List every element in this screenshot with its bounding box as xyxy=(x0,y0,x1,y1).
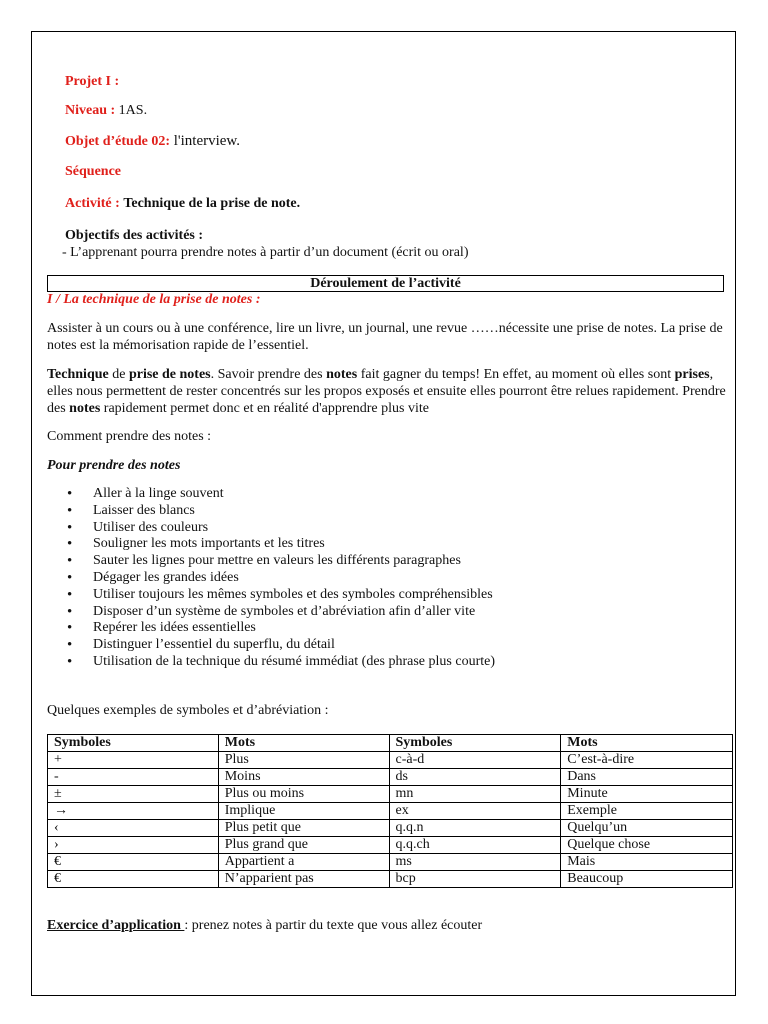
activite-value: Technique de la prise de note. xyxy=(123,196,301,211)
activite-line xyxy=(65,196,300,212)
comment-line: Comment prendre des notes : xyxy=(47,429,212,444)
table-cell: ms xyxy=(389,854,561,871)
list-item: • Utiliser toujours les mêmes symboles et des symboles compréhensibles xyxy=(93,587,495,604)
examples-intro: Quelques exemples de symboles et d’abréviation : xyxy=(47,703,329,718)
table-cell: Implique xyxy=(218,803,389,820)
term-notes: notes xyxy=(326,367,358,382)
paragraph-intro: Assister à un cours ou à une conférence, lire un livre, un journal, une revue ……nécessite une prise de notes. La prise de notes est la mémorisation rapide de l’essentiel. xyxy=(47,321,723,353)
para2-text-2: . Savoir prendre des xyxy=(210,367,327,382)
activite-label: Activité : xyxy=(65,196,120,211)
table-row xyxy=(48,803,733,820)
table-cell: Mais xyxy=(561,854,733,871)
table-cell: → xyxy=(48,803,219,820)
table-row xyxy=(48,820,733,837)
table-cell: mn xyxy=(389,786,561,803)
table-cell: + xyxy=(48,752,219,769)
para2-text-3: fait gagner du temps! En effet, au moment où elles sont xyxy=(357,367,675,382)
table-cell: Plus petit que xyxy=(218,820,389,837)
header-symboles-2: Symboles xyxy=(389,735,561,752)
term-prises: prises xyxy=(674,367,710,382)
pour-prendre-heading: Pour prendre des notes xyxy=(47,458,181,473)
projet-label: Projet I : xyxy=(65,74,120,89)
term-technique: Technique xyxy=(47,367,109,382)
objet-label: Objet d’étude 02: xyxy=(65,134,170,149)
header-mots-1: Mots xyxy=(218,735,389,752)
niveau-value: 1AS. xyxy=(118,103,148,118)
table-row xyxy=(48,871,733,888)
table-cell: ds xyxy=(389,769,561,786)
niveau-label: Niveau : xyxy=(65,103,116,118)
objet-line xyxy=(65,133,240,150)
table-cell: Dans xyxy=(561,769,733,786)
objet-value: l'interview. xyxy=(173,133,241,149)
table-cell: q.q.n xyxy=(389,820,561,837)
exercice-line xyxy=(47,918,482,934)
projet-line xyxy=(65,74,119,90)
table-cell: Plus ou moins xyxy=(218,786,389,803)
para2-text-5: rapidement permet donc et en réalité d'apprendre plus vite xyxy=(100,401,429,416)
list-item: • Souligner les mots importants et les titres xyxy=(93,536,495,553)
list-item: • Distinguer l’essentiel du superflu, du détail xyxy=(93,637,495,654)
sequence-label: Séquence xyxy=(65,164,121,179)
para2-text-1: de xyxy=(108,367,129,382)
table-cell: Appartient a xyxy=(218,854,389,871)
table-row xyxy=(48,769,733,786)
table-row xyxy=(48,854,733,871)
table-cell: ex xyxy=(389,803,561,820)
table-cell: c-à-d xyxy=(389,752,561,769)
table-cell: Exemple xyxy=(561,803,733,820)
symbols-table xyxy=(47,734,733,888)
table-cell: € xyxy=(48,854,219,871)
table-cell: - xyxy=(48,769,219,786)
table-cell: Quelque chose xyxy=(561,837,733,854)
header-symboles-1: Symboles xyxy=(48,735,219,752)
table-cell: bcp xyxy=(389,871,561,888)
sequence-line xyxy=(65,164,121,180)
paragraph-technique xyxy=(47,366,737,417)
term-notes-2: notes xyxy=(69,401,101,416)
para2-text-4: , elles nous permettent de rester concentrés sur les propos exposés et ensuite elles pourront être relues rapidement. Prendre des xyxy=(47,367,726,416)
table-row xyxy=(48,837,733,854)
table-cell: C’est-à-dire xyxy=(561,752,733,769)
exercice-label: Exercice d’application xyxy=(47,918,185,933)
exercice-text: : prenez notes à partir du texte que vous allez écouter xyxy=(184,918,483,933)
table-cell: Moins xyxy=(218,769,389,786)
table-cell: Quelqu’un xyxy=(561,820,733,837)
list-item: • Repérer les idées essentielles xyxy=(93,620,495,637)
table-cell: Plus xyxy=(218,752,389,769)
table-cell: Minute xyxy=(561,786,733,803)
list-item: • Utiliser des couleurs xyxy=(93,520,495,537)
list-item: • Sauter les lignes pour mettre en valeurs les différents paragraphes xyxy=(93,553,495,570)
deroulement-title: Déroulement de l’activité xyxy=(47,275,724,292)
list-item: • Dégager les grandes idées xyxy=(93,570,495,587)
list-item: • Utilisation de la technique du résumé immédiat (des phrase plus courte) xyxy=(93,654,495,671)
table-header-row xyxy=(48,735,733,752)
term-prise-de-notes: prise de notes xyxy=(128,367,211,382)
section-title: I / La technique de la prise de notes : xyxy=(47,292,261,307)
table-cell: ± xyxy=(48,786,219,803)
table-row xyxy=(48,786,733,803)
tips-list xyxy=(47,486,495,671)
table-cell: Beaucoup xyxy=(561,871,733,888)
table-cell: q.q.ch xyxy=(389,837,561,854)
table-cell: € xyxy=(48,871,219,888)
list-item: • Disposer d’un système de symboles et d’abréviation afin d’aller vite xyxy=(93,604,495,621)
table-cell: ‹ xyxy=(48,820,219,837)
table-cell: N’apparient pas xyxy=(218,871,389,888)
objectifs-heading: Objectifs des activités : xyxy=(65,228,204,243)
table-cell: Plus grand que xyxy=(218,837,389,854)
list-item: • Aller à la linge souvent xyxy=(93,486,495,503)
table-cell: › xyxy=(48,837,219,854)
niveau-line xyxy=(65,103,147,119)
header-mots-2: Mots xyxy=(561,735,733,752)
objectif-item: - L’apprenant pourra prendre notes à partir d’un document (écrit ou oral) xyxy=(62,245,469,260)
list-item: • Laisser des blancs xyxy=(93,503,495,520)
table-row xyxy=(48,752,733,769)
